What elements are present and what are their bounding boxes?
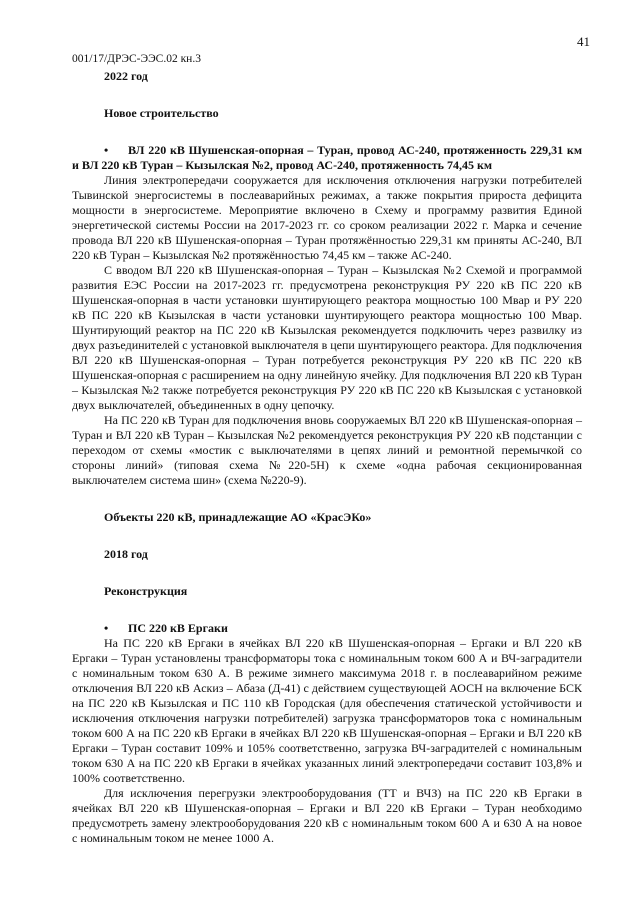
- paragraph: На ПС 220 кВ Туран для подключения вновь сооружаемых ВЛ 220 кВ Шушенская-опорная – Туран и ВЛ 220 кВ Туран – Кызылская №2 рекомендуется реконструкция РУ 220 кВ подстанции с переходом от схемы «мостик с выключателями в цепях линий и ремонтной перемычкой со стороны линий» (типовая схема №220-5Н) к схеме «одна рабочая секционированная выключателем система шин» (схема №220-9).: [72, 413, 582, 487]
- page-content: [72, 69, 582, 846]
- page-number: 41: [577, 34, 590, 49]
- section-type-heading: Реконструкция: [104, 584, 188, 598]
- bullet-icon: •: [104, 621, 109, 635]
- section-year-heading: 2022 год: [104, 69, 148, 83]
- paragraph: Линия электропередачи сооружается для исключения отключения нагрузки потребителей Тывинской энергосистемы в послеаварийных режимах, а также покрытия прироста дефицита мощности в энергосистеме. Мероприятие включено в Схему и программу развития Единой энергетической системы России на 2017-2023 гг. со сроком реализации 2022 г. Марка и сечение провода ВЛ 220 кВ Шушенская-опорная – Туран протяжённостью 229,31 км приняты АС-240, ВЛ 220 кВ Туран – Кызылская №2 протяжённостью 74,45 км – также АС-240.: [72, 173, 582, 262]
- bullet-item-line: [72, 143, 582, 173]
- document-code: 001/17/ДРЭС-ЭЭС.02 кн.3: [72, 53, 201, 65]
- bullet-item-text: ВЛ 220 кВ Шушенская-опорная – Туран, провод АС-240, протяженность 229,31 км и ВЛ 220 кВ Туран – Кызылская №2, провод АС-240, протяженность 74,45 км: [72, 143, 582, 172]
- paragraph: Для исключения перегрузки электрооборудования (ТТ и ВЧЗ) на ПС 220 кВ Ергаки в ячейках ВЛ 220 кВ Шушенская-опорная – Ергаки и ВЛ 220 кВ Ергаки – Туран необходимо предусмотреть замену электрооборудования 220 кВ с номинальным током 600 А и 630 А на новое с номинальным током не менее 1000 А.: [72, 786, 582, 845]
- bullet-item-line: [72, 621, 582, 636]
- section-title-heading: Объекты 220 кВ, принадлежащие АО «КрасЭКо»: [104, 510, 372, 524]
- section-type-heading: Новое строительство: [104, 106, 219, 120]
- paragraph: С вводом ВЛ 220 кВ Шушенская-опорная – Туран – Кызылская №2 Схемой и программой развития ЕЭС России на 2017-2023 гг. предусмотрена реконструкция РУ 220 кВ ПС 220 кВ Шушенская-опорная в части установки шунтирующего реактора мощностью 100 Мвар и РУ 220 кВ ПС 220 кВ Кызылская в части установки шунтирующего реактора мощностью 100 Мвар. Шунтирующий реактор на ПС 220 кВ Кызылская рекомендуется подключить через развилку из двух разъединителей с установкой выключателя в цепи шунтирующего реактора. Для подключения ВЛ 220 кВ Шушенская-опорная – Туран потребуется реконструкция РУ 220 кВ ПС 220 кВ Шушенская-опорная с расширением на одну линейную ячейку. Для подключения ВЛ 220 кВ Туран – Кызылская №2 также потребуется реконструкция РУ 220 кВ ПС 220 кВ Кызылская с установкой двух выключателей, объединенных в одну цепочку.: [72, 263, 582, 412]
- paragraph: На ПС 220 кВ Ергаки в ячейках ВЛ 220 кВ Шушенская-опорная – Ергаки и ВЛ 220 кВ Ергаки – Туран установлены трансформаторы тока с номинальным током 600 А и ВЧ-заградители с номинальным током 630 А. В режиме зимнего максимума 2018 г. в послеаварийном режиме отключения ВЛ 220 кВ Аскиз – Абаза (Д-41) с действием существующей АОСН на включение БСК на ПС 220 кВ Кызылская и ПС 110 кВ Городская (для обеспечения статической устойчивости и исключения отключения нагрузки потребителей) загрузка трансформаторов тока с номинальным током 600 А на ПС 220 кВ Ергаки в ячейках ВЛ 220 кВ Шушенская-опорная – Ергаки и ВЛ 220 кВ Ергаки – Туран составит 109% и 105% соответственно, загрузка ВЧ-заградителей с номинальным током 630 А на ПС 220 кВ Ергаки в ячейках указанных линий электропередачи составит 103,8% и 100% соответственно.: [72, 636, 582, 785]
- section-year-heading: 2018 год: [104, 547, 148, 561]
- bullet-item-text: ПС 220 кВ Ергаки: [128, 621, 228, 635]
- bullet-icon: •: [104, 143, 109, 157]
